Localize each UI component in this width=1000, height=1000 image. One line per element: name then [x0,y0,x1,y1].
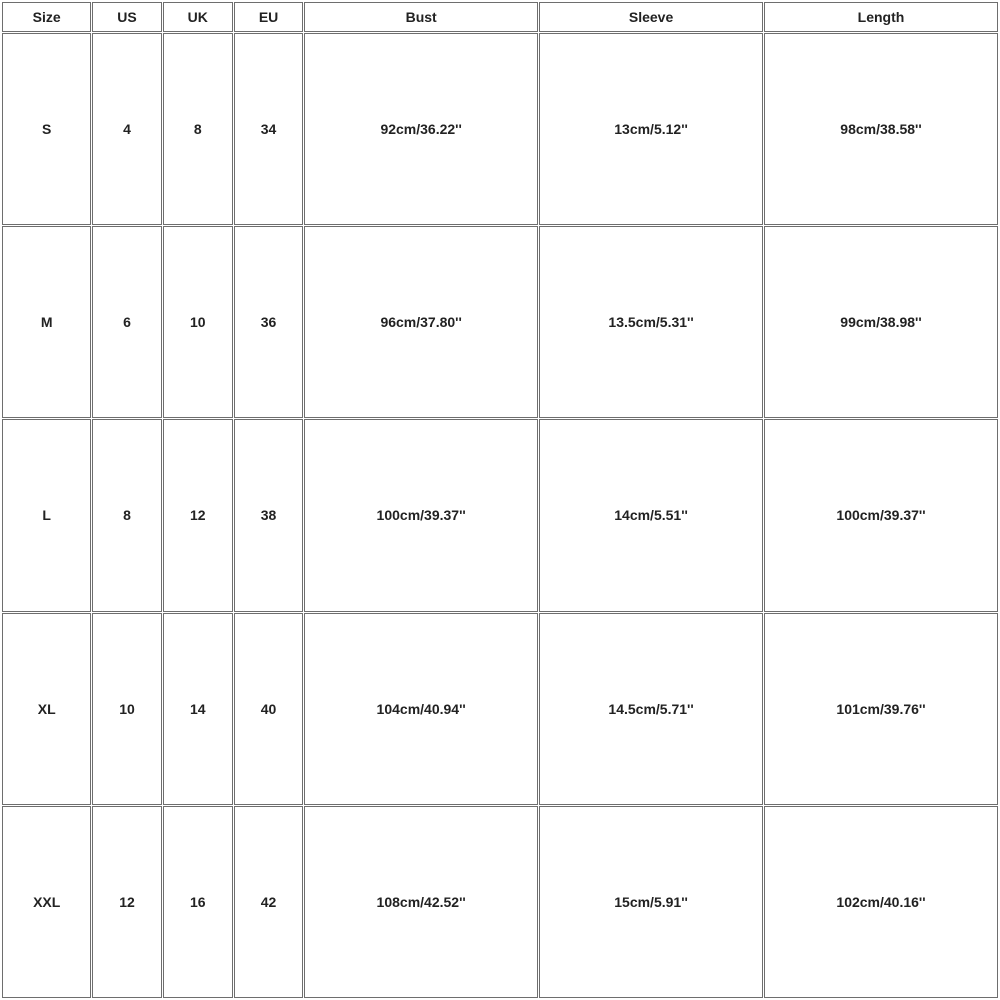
cell-size: XL [2,613,91,805]
cell-length: 101cm/39.76'' [764,613,998,805]
cell-us: 10 [92,613,161,805]
cell-length: 100cm/39.37'' [764,419,998,611]
cell-length: 99cm/38.98'' [764,226,998,418]
cell-sleeve: 14cm/5.51'' [539,419,763,611]
cell-us: 8 [92,419,161,611]
cell-us: 12 [92,806,161,998]
cell-size: XXL [2,806,91,998]
cell-size: M [2,226,91,418]
header-eu: EU [234,2,303,32]
header-bust: Bust [304,2,538,32]
cell-eu: 38 [234,419,303,611]
header-row [2,2,998,32]
header-length: Length [764,2,998,32]
cell-uk: 16 [163,806,233,998]
cell-eu: 40 [234,613,303,805]
cell-us: 6 [92,226,161,418]
cell-sleeve: 15cm/5.91'' [539,806,763,998]
cell-uk: 10 [163,226,233,418]
table-row [2,419,998,611]
cell-bust: 104cm/40.94'' [304,613,538,805]
cell-uk: 14 [163,613,233,805]
cell-bust: 96cm/37.80'' [304,226,538,418]
header-us: US [92,2,161,32]
table-row [2,806,998,998]
cell-eu: 34 [234,33,303,225]
cell-size: S [2,33,91,225]
header-size: Size [2,2,91,32]
cell-eu: 42 [234,806,303,998]
table-row [2,33,998,225]
size-table [1,1,999,999]
cell-bust: 100cm/39.37'' [304,419,538,611]
cell-sleeve: 13.5cm/5.31'' [539,226,763,418]
cell-sleeve: 14.5cm/5.71'' [539,613,763,805]
cell-uk: 8 [163,33,233,225]
cell-size: L [2,419,91,611]
cell-sleeve: 13cm/5.12'' [539,33,763,225]
cell-bust: 108cm/42.52'' [304,806,538,998]
cell-bust: 92cm/36.22'' [304,33,538,225]
cell-us: 4 [92,33,161,225]
table-row [2,613,998,805]
cell-length: 102cm/40.16'' [764,806,998,998]
table-row [2,226,998,418]
header-sleeve: Sleeve [539,2,763,32]
cell-uk: 12 [163,419,233,611]
cell-eu: 36 [234,226,303,418]
header-uk: UK [163,2,233,32]
cell-length: 98cm/38.58'' [764,33,998,225]
